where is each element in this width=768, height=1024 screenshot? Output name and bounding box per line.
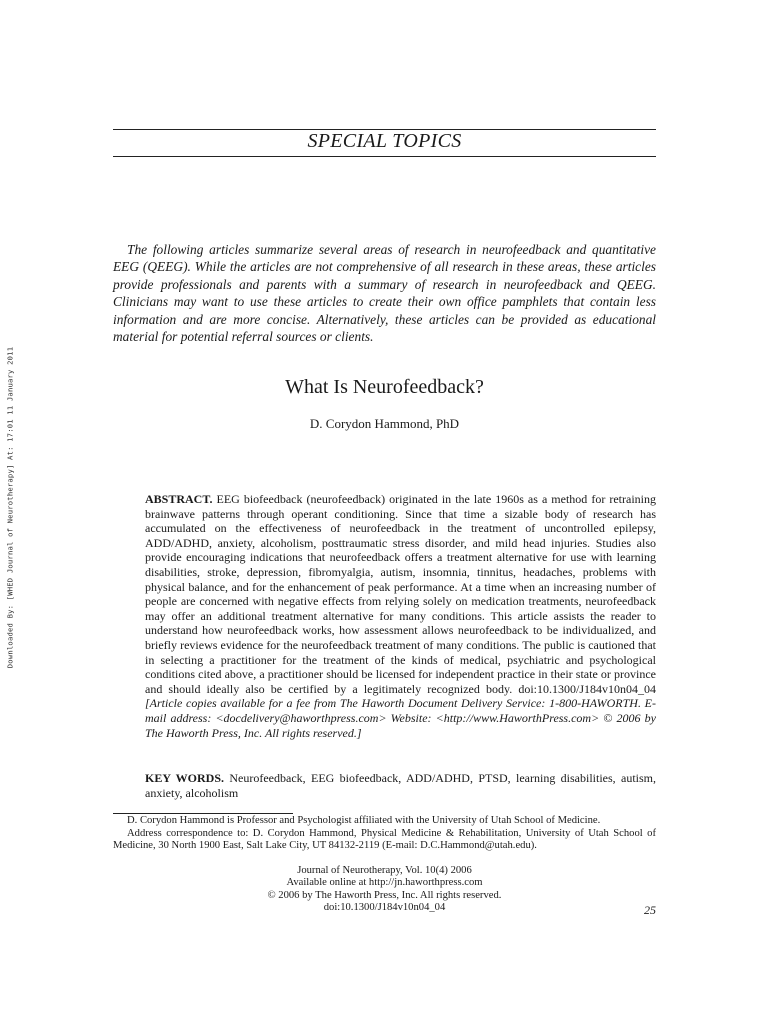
abstract-label: ABSTRACT. (145, 492, 213, 506)
publisher-copyright: © 2006 by The Haworth Press, Inc. All rights reserved. (267, 889, 502, 901)
download-watermark: Downloaded By: [WHED Journal of Neurotherapy] At: 17:01 11 January 2011 (5, 346, 15, 669)
keywords-label: KEY WORDS. (145, 771, 225, 785)
abstract-copyright-note: [Article copies available for a fee from The Haworth Document Delivery Service: 1-800-HAWORTH. E-mail address: <docdelivery@haworthpress.com> Website: <http://www.HaworthPress.com> © 2006 by The Haworth Press, Inc. All rights reserved.] (145, 696, 656, 740)
abstract (145, 492, 656, 740)
author-footnote (113, 815, 656, 853)
abstract-body: EEG biofeedback (neurofeedback) originated in the late 1960s as a method for retraining brainwave patterns through operant conditioning. Since that time a sizable body of research has accumulated on the effectiveness of neurofeedback in the treatment of uncontrolled epilepsy, ADD/ADHD, anxiety, alcoholism, posttraumatic stress disorder, and mild head injuries. Studies also provide encouraging indications that neurofeedback offers a treatment alternative for use with learning disabilities, stroke, depression, fibromyalgia, autism, insomnia, tinnitus, headaches, problems with physical balance, and for the enhancement of peak performance. At a time when an increasing number of people are concerned with negative effects from relying solely on medication treatments, neurofeedback may offer an additional treatment alternative for many conditions. This article assists the reader to understand how neurofeedback works, how assessment allows neurofeedback to be individualized, and briefly reviews evidence for the neurofeedback treatment of many conditions. The public is cautioned that in selecting a practitioner for the treatment of the kinds of medical, psychiatric and psychological conditions cited above, a practitioner should be licensed for independent practice in their state or province and should ideally also be certified by a legitimately recognized body. doi:10.1300/J184v10n04_04 (145, 492, 656, 696)
section-title: SPECIAL TOPICS (307, 130, 462, 152)
footnote-affiliation: D. Corydon Hammond is Professor and Psychologist affiliated with the University of Utah School of Medicine. (127, 815, 601, 826)
footnote-rule (113, 813, 293, 814)
keywords (145, 771, 656, 802)
page-number: 25 (644, 903, 656, 917)
publication-info (113, 865, 656, 915)
intro-paragraph: The following articles summarize several areas of research in neurofeedback and quantitative EEG (QEEG). While the articles are not comprehensive of all research in these areas, these articles provide professionals and parents with a summary of research in neurofeedback and QEEG. Clinicians may want to use these articles to create their own office pamphlets that contain less information and are more concise. Alternatively, these articles can be provided as educational material for potential referral sources or clients. (113, 242, 656, 345)
journal-citation: Journal of Neurotherapy, Vol. 10(4) 2006 (297, 865, 472, 876)
header-rule-bottom (113, 156, 656, 157)
article-author: D. Corydon Hammond, PhD (309, 416, 460, 431)
keywords-body: Neurofeedback, EEG biofeedback, ADD/ADHD, PTSD, learning disabilities, autism, anxiety, alcoholism (145, 771, 656, 801)
article-doi: doi:10.1300/J184v10n04_04 (323, 902, 446, 914)
online-availability: Available online at http://jn.haworthpress.com (286, 877, 483, 889)
article-title: What Is Neurofeedback? (285, 376, 484, 398)
footnote-correspondence: Address correspondence to: D. Corydon Hammond, Physical Medicine & Rehabilitation, University of Utah School of Medicine, 30 North 1900 East, Salt Lake City, UT 84132-2119 (E-mail: D.C.Hammond@utah.edu). (113, 827, 656, 852)
